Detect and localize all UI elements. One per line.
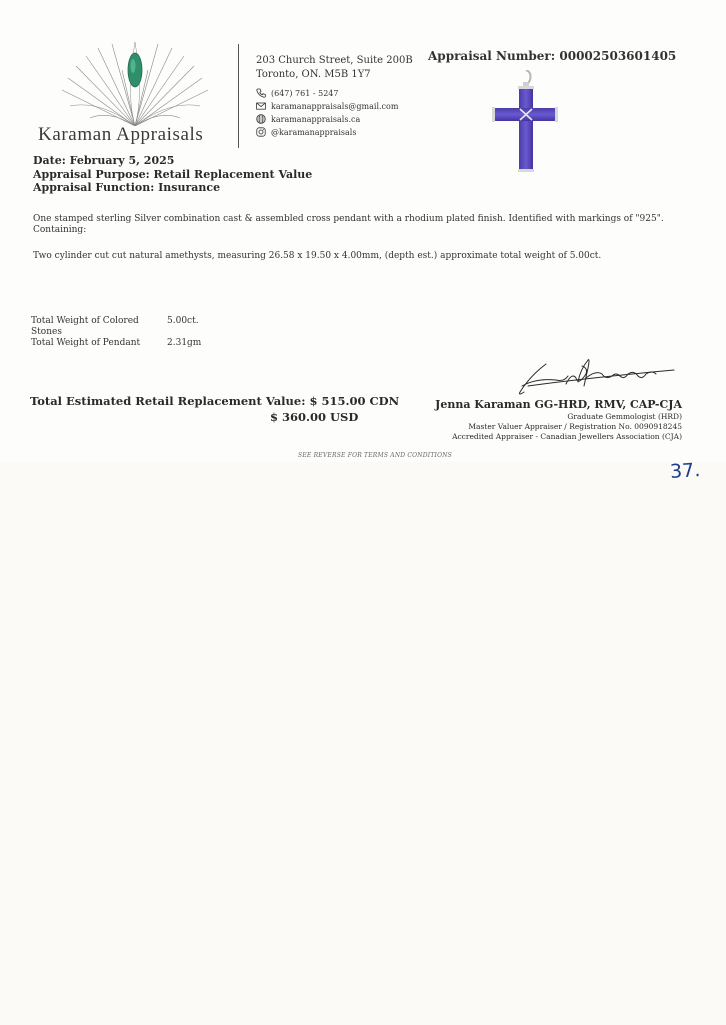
total-cdn: $ 515.00 CDN <box>309 394 400 408</box>
weights-table <box>31 316 201 349</box>
weight-row <box>31 338 201 349</box>
total-usd: $ 360.00 USD <box>270 410 359 424</box>
appraisal-number-value: 00002503601405 <box>559 49 677 63</box>
address-line-2: Toronto, ON. M5B 1Y7 <box>256 69 371 80</box>
contact-phone <box>256 88 338 98</box>
total-label: Total Estimated Retail Replacement Value: <box>30 394 306 408</box>
contact-website <box>256 114 360 124</box>
signer-name: Jenna Karaman GG-HRD, RMV, CAP-CJA <box>435 398 682 411</box>
signature-image <box>516 356 676 402</box>
weight-value: 5.00ct. <box>167 316 199 326</box>
appraisal-purpose: Appraisal Purpose: Retail Replacement Value <box>33 167 313 181</box>
appraisal-meta <box>33 154 312 195</box>
weight-label: Total Weight of Colored Stones <box>31 316 139 337</box>
blank-lower-area <box>0 462 726 1025</box>
email-text: karamanappraisals@gmail.com <box>271 101 399 111</box>
item-description <box>33 214 673 236</box>
header-divider <box>238 44 239 148</box>
address-line-1: 203 Church Street, Suite 200B <box>256 55 413 66</box>
description-line-2: Containing: <box>33 225 87 235</box>
signer-credential: Graduate Gemmologist (HRD) <box>567 412 682 421</box>
handwritten-signature-icon <box>516 356 676 398</box>
appraisal-date: Date: February 5, 2025 <box>33 154 175 167</box>
instagram-icon <box>256 127 266 137</box>
terms-note: SEE REVERSE FOR TERMS AND CONDITIONS <box>298 452 452 459</box>
stones-description: Two cylinder cut cut natural amethysts, measuring 26.58 x 19.50 x 4.00mm, (depth est.) approximate total weight of 5.00ct. <box>33 251 602 261</box>
company-logo <box>38 40 230 150</box>
phone-icon <box>256 88 266 98</box>
appraisal-function: Appraisal Function: Insurance <box>33 181 221 194</box>
weight-label: Total Weight of Pendant <box>31 338 141 348</box>
signer-block <box>435 398 682 442</box>
website-text: karamanappraisals.ca <box>271 114 361 124</box>
instagram-text: @karamanappraisals <box>271 127 357 137</box>
phone-text: (647) 761 - 5247 <box>271 88 339 98</box>
signer-credential: Master Valuer Appraiser / Registration No. 0090918245 <box>468 422 682 431</box>
logo-wordmark: Karaman Appraisals <box>38 124 204 145</box>
email-icon <box>256 101 266 111</box>
globe-icon <box>256 114 266 124</box>
total-value <box>30 394 399 408</box>
company-address <box>256 54 413 82</box>
signer-credential: Accredited Appraiser - Canadian Jewellers Association (CJA) <box>452 432 682 441</box>
appraisal-number-label: Appraisal Number: <box>428 49 556 63</box>
appraisal-number <box>428 49 676 63</box>
cross-pendant-image <box>486 70 562 178</box>
contact-email <box>256 101 398 111</box>
weight-value: 2.31gm <box>167 338 202 348</box>
weight-row <box>31 316 201 338</box>
handwritten-page-number: 37. <box>669 458 701 484</box>
description-line-1: One stamped sterling Silver combination cast & assembled cross pendant with a rhodium plated finish. Identified with markings of "925". <box>33 214 664 224</box>
pendant-photo <box>486 70 562 178</box>
emerald-fan-logo-icon <box>60 40 210 126</box>
contact-instagram <box>256 127 356 137</box>
